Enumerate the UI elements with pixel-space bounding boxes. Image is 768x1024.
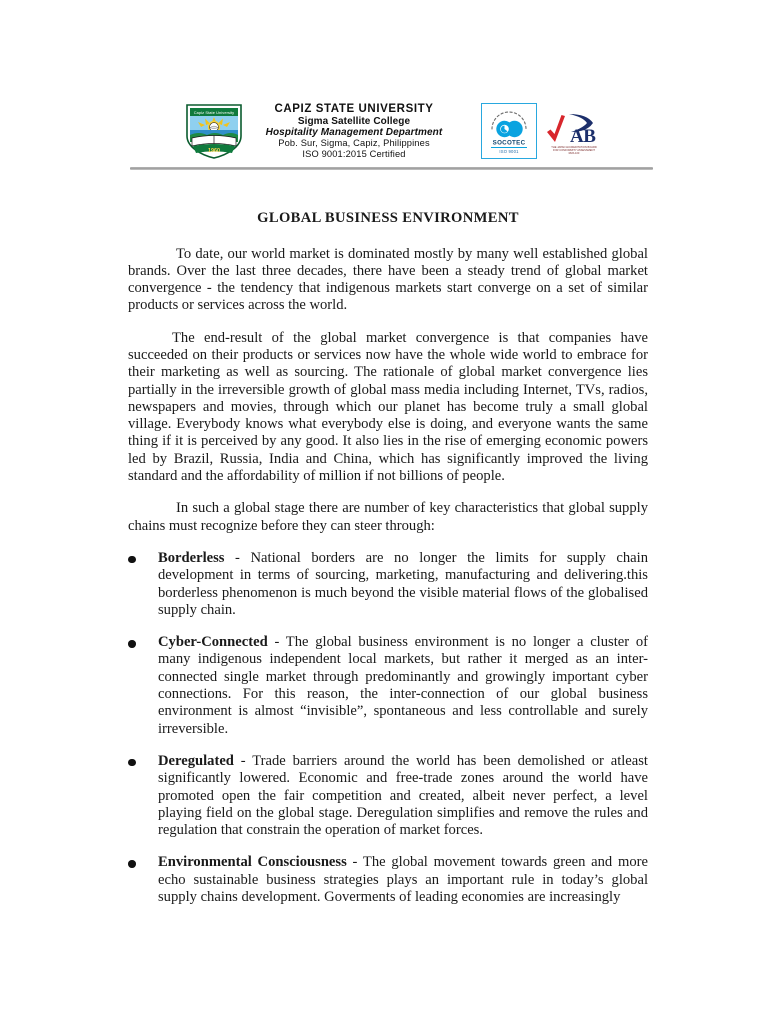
jab-fineprint-text — [551, 145, 597, 155]
letterhead — [130, 98, 653, 164]
university-seal-icon — [183, 102, 245, 160]
socotec-iso-text: ISO 9001 — [499, 149, 519, 154]
letterhead-iso-certification: ISO 9001:2015 Certified — [302, 148, 406, 159]
certification-logos — [481, 103, 600, 159]
list-item-term: Deregulated — [158, 752, 234, 769]
letterhead-department-name: Hospitality Management Department — [265, 127, 443, 139]
jab-accreditation-logo — [542, 103, 600, 159]
list-item-term: Cyber-Connected — [158, 634, 268, 651]
list-item — [128, 550, 648, 619]
page-title: GLOBAL BUSINESS ENVIRONMENT — [257, 210, 519, 226]
svg-text:FOR CONFORMITY ASSESSMENT: FOR CONFORMITY ASSESSMENT — [553, 149, 595, 152]
list-item-text: - National borders are no longer the limits for supply chain development in terms of sourcing, marketing, manufacturing and delivering.this borderless phenomenon is much beyond the visible material flows of the globalised supply chain. — [158, 549, 648, 618]
letterhead-divider — [130, 167, 653, 170]
svg-text:RMA 100: RMA 100 — [568, 152, 580, 155]
list-item-text: - The global business environment is no longer a cluster of many indigenous independent local markets, but rather it merged as an inter-connected single market through predominantly and growingly important cyber connections. For this reason, the inter-connection of our global business environment is almost “invisible”, spontaneous and less controllable and surely irreversible. — [158, 634, 648, 737]
socotec-certification-logo — [481, 103, 537, 159]
paragraph-2: The end-result of the global market convergence is that companies have succeeded on their products or services now have the whole wide world to embrace for their marketing as well as sourcing. The rationale of global market convergence lies partially in the irreversible growth of global mass media including Internet, TVs, radios, newspapers and movies, through which our planet has become truly a small global village. Everybody knows what everybody else is doing, and everyone wants the same thing if it is perceived by any good. It also lies in the rise of emerging economic powers led by Brazil, Russia, India and China, which has significantly improved the living standard and the affordability of million if not billions of people. — [128, 329, 648, 485]
seal-ribbon-text: Capiz State University — [193, 110, 235, 116]
seal-year-text: 1960 — [208, 148, 220, 154]
letterhead-text-block — [245, 103, 463, 159]
list-item-term: Environmental Consciousness — [158, 854, 347, 871]
svg-text:THE JAPAN ACCREDITATION BOARD: THE JAPAN ACCREDITATION BOARD — [551, 146, 597, 149]
jab-brand-text: AB — [570, 126, 596, 147]
document-body — [128, 210, 648, 921]
socotec-brand-text: SOCOTEC — [492, 139, 526, 147]
paragraph-3: In such a global stage there are number of key characteristics that global supply chains must recognize before they can steer through: — [128, 500, 648, 534]
list-item — [128, 634, 648, 738]
list-item-term: Borderless — [158, 549, 225, 566]
letterhead-university-name: CAPIZ STATE UNIVERSITY — [274, 102, 434, 115]
list-item-text: - The global movement towards green and more echo sustainable business strategies plays an important rule in today’s global supply chains development. Goverments of leading economies are increasingly — [158, 854, 648, 905]
list-item — [128, 854, 648, 906]
letterhead-address: Pob. Sur, Sigma, Capiz, Philippines — [278, 138, 430, 149]
paragraph-1: To date, our world market is dominated mostly by many well established global brands. Over the last three decades, there have been a steady trend of global market convergence - the tendency that indigenous markets start converge on a set of similar products or services across the world. — [128, 245, 648, 314]
list-item-text: - Trade barriers around the world has been demolished or atleast significantly lowered. Economic and free-trade zones around the world have promoted open the fair competition and created, albeit never perfect, a level playing field on the global stage. Deregulation simplifies and remove the rules and regulation that constrain the operation of market forces. — [158, 752, 648, 839]
list-item — [128, 753, 648, 839]
key-characteristics-list — [128, 550, 648, 906]
letterhead-college-name: Sigma Satellite College — [297, 115, 411, 127]
